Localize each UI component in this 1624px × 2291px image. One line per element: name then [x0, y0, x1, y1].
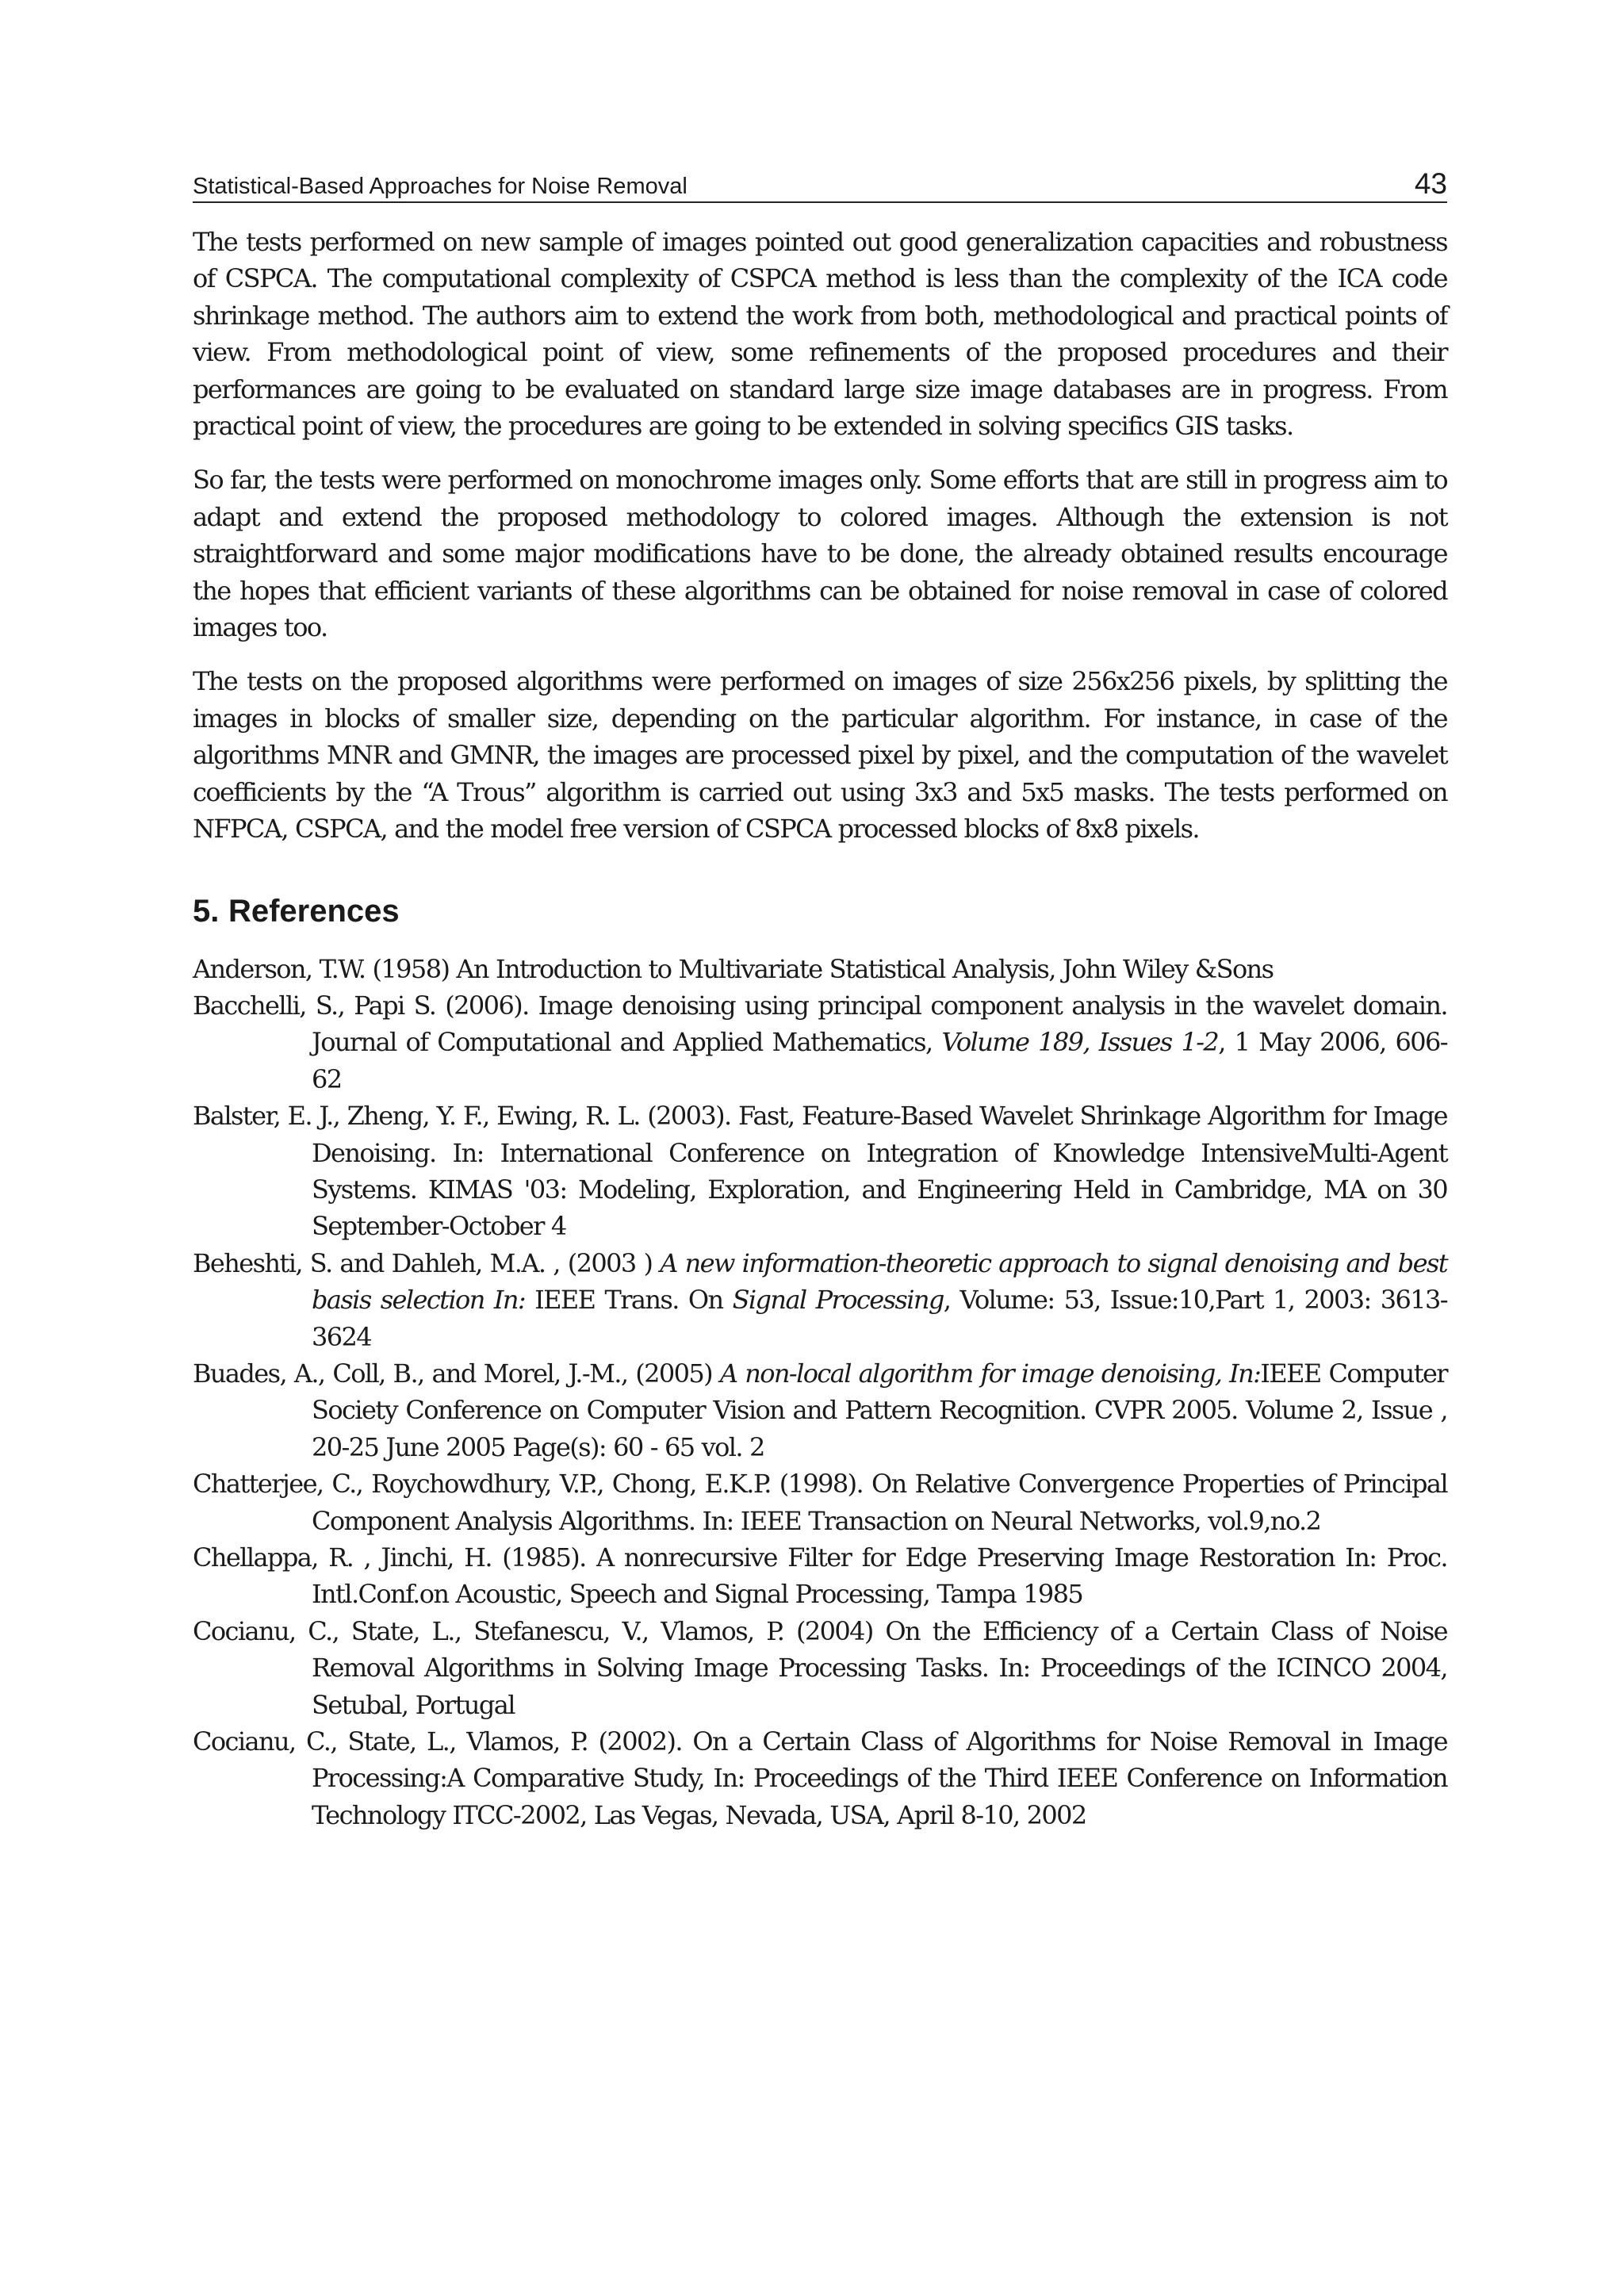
reference-entry: Bacchelli, S., Papi S. (2006). Image denoising using principal component analysis in the wavelet domain. Journal of Computational and Applied Mathematics, Volume 189, Issues 1-2, 1 May 2006, 606-62: [193, 990, 1447, 1094]
running-title: Statistical-Based Approaches for Noise Removal: [193, 174, 688, 199]
paragraph: The tests performed on new sample of images pointed out good generalization capacities and robustness of CSPCA. The computational complexity of CSPCA method is less than the complexity of the ICA code shrinkage method. The authors aim to extend the work from both, methodological and practical points of view. From methodological point of view, some refinements of the proposed procedures and their performances are going to be evaluated on standard large size image databases are in progress. From practical point of view, the procedures are going to be extended in solving specifics GIS tasks.: [193, 227, 1447, 442]
reference-entry: Chatterjee, C., Roychowdhury, V.P., Chong, E.K.P. (1998). On Relative Convergence Properties of Principal Component Analysis Algorithms. In: IEEE Transaction on Neural Networks, vol.9,no.2: [193, 1469, 1447, 1536]
reference-entry: Buades, A., Coll, B., and Morel, J.-M., (2005) A non-local algorithm for image denoising, In:IEEE Computer Society Conference on Computer Vision and Pattern Recognition. CVPR 2005. Volume 2, Issue , 20-25 June 2005 Page(s): 60 - 65 vol. 2: [193, 1358, 1447, 1462]
reference-entry: Cocianu, C., State, L., Vlamos, P. (2002). On a Certain Class of Algorithms for Noise Removal in Image Processing:A Comparative Study, In: Proceedings of the Third IEEE Conference on Information Technology ITCC-2002, Las Vegas, Nevada, USA, April 8-10, 2002: [193, 1726, 1447, 1830]
page-number: 43: [1414, 167, 1447, 200]
reference-entry: Beheshti, S. and Dahleh, M.A. , (2003 ) A new information-theoretic approach to signal denoising and best basis selection In: IEEE Trans. On Signal Processing, Volume: 53, Issue:10,Part 1, 2003: 3613- 3624: [193, 1247, 1447, 1352]
reference-entry: Chellappa, R. , Jinchi, H. (1985). A nonrecursive Filter for Edge Preserving Image Restoration In: Proc. Intl.Conf.on Acoustic, Speech and Signal Processing, Tampa 1985: [193, 1542, 1447, 1610]
references-list: [193, 951, 1447, 1834]
reference-entry: Cocianu, C., State, L., Stefanescu, V., Vlamos, P. (2004) On the Efficiency of a Certain Class of Noise Removal Algorithms in Solving Image Processing Tasks. In: Proceedings of the ICINCO 2004, Setubal, Portugal: [193, 1615, 1447, 1720]
running-header: [193, 159, 1447, 203]
body-text: [193, 224, 1447, 1833]
page: [193, 159, 1447, 1833]
paragraph: So far, the tests were performed on monochrome images only. Some efforts that are still in progress aim to adapt and extend the proposed methodology to colored images. Although the extension is not straightforward and some major modifications have to be done, the already obtained results encourage the hopes that efficient variants of these algorithms can be obtained for noise removal in case of colored images too.: [193, 465, 1447, 643]
paragraph: The tests on the proposed algorithms were performed on images of size 256x256 pixels, by splitting the images in blocks of smaller size, depending on the particular algorithm. For instance, in case of the algorithms MNR and GMNR, the images are processed pixel by pixel, and the computation of the wavelet coefficients by the “A Trous” algorithm is carried out using 3x3 and 5x5 masks. The tests performed on NFPCA, CSPCA, and the model free version of CSPCA processed blocks of 8x8 pixels.: [193, 666, 1447, 845]
references-heading: 5. References: [193, 893, 400, 929]
reference-entry: Balster, E. J., Zheng, Y. F., Ewing, R. L. (2003). Fast, Feature-Based Wavelet Shrinkage Algorithm for Image Denoising. In: International Conference on Integration of Knowledge IntensiveMulti-Agent Systems. KIMAS '03: Modeling, Exploration, and Engineering Held in Cambridge, MA on 30 September-October 4: [193, 1101, 1447, 1242]
reference-entry: Anderson, T.W. (1958) An Introduction to Multivariate Statistical Analysis, John Wiley &Sons: [193, 953, 1274, 984]
